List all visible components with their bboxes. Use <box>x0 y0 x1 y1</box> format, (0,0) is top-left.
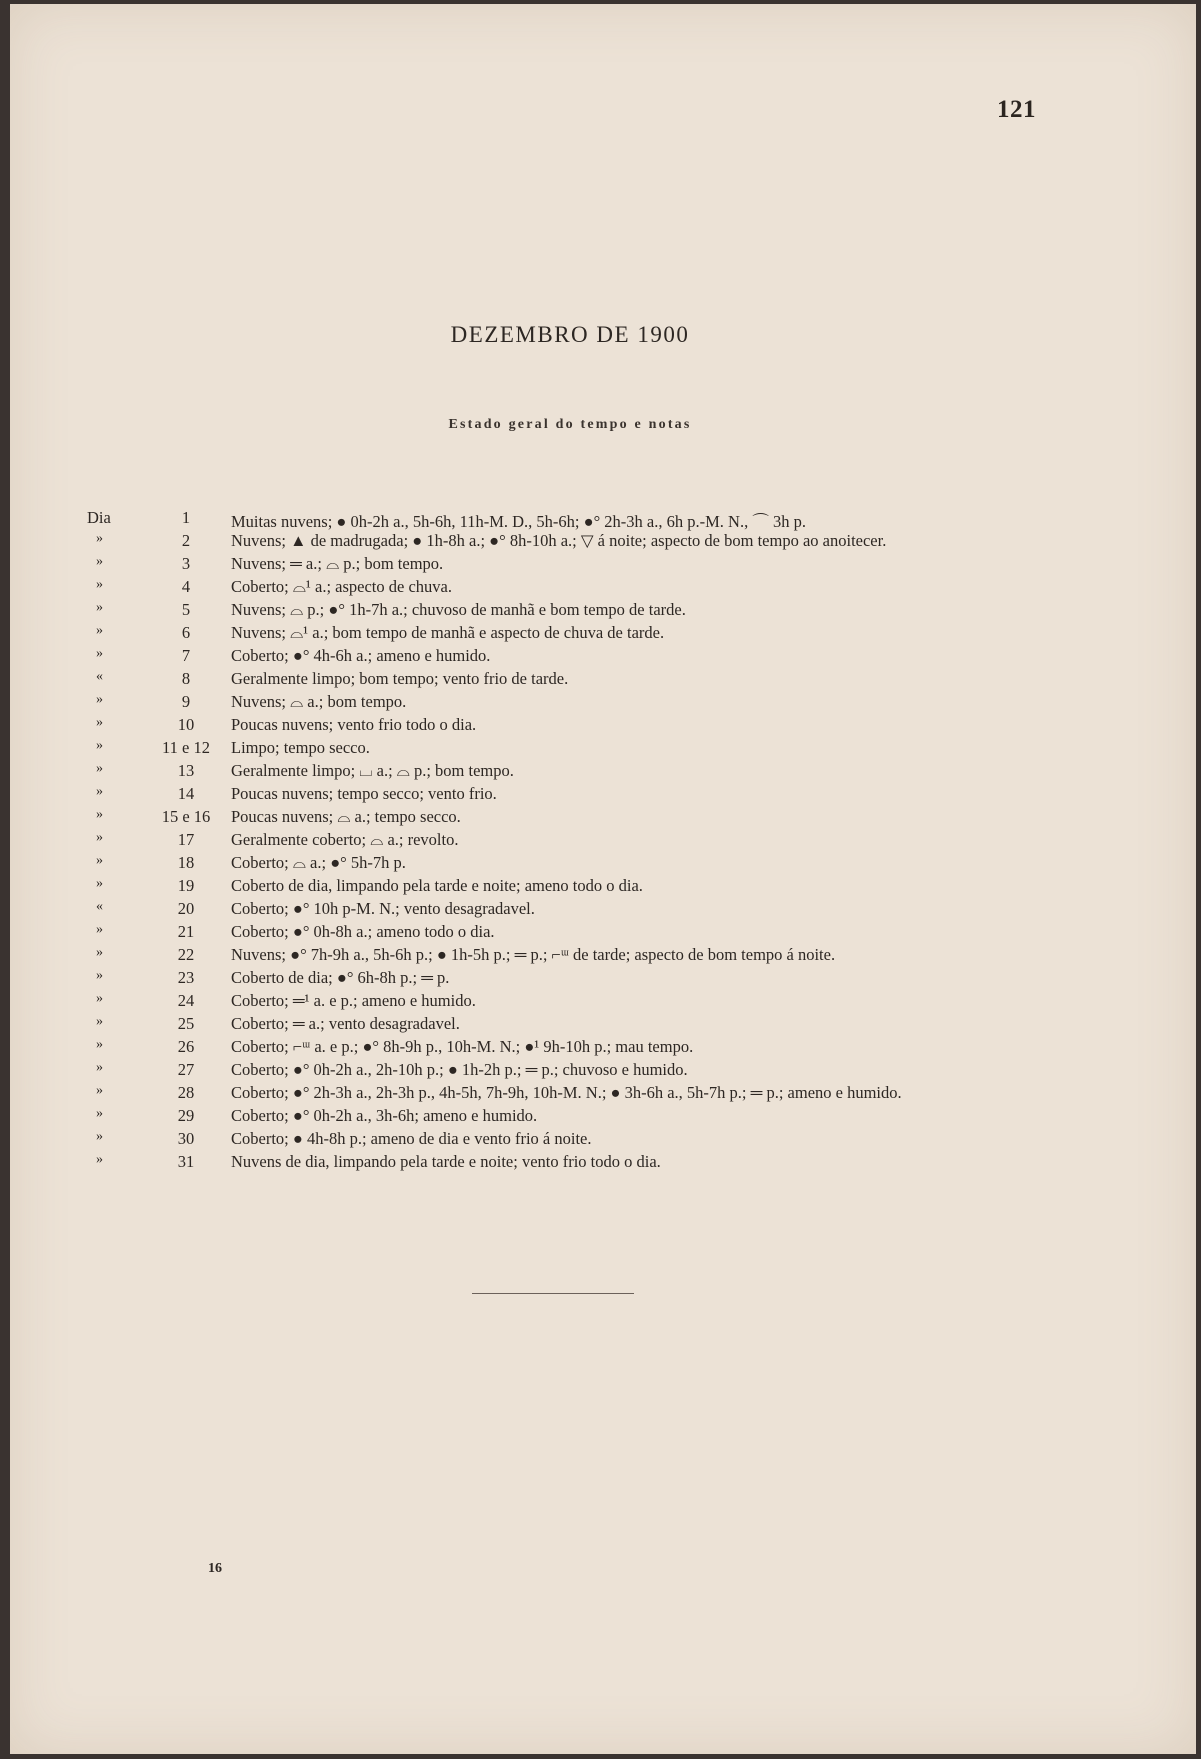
table-row <box>10 692 1196 715</box>
day-number: 22 <box>177 945 195 964</box>
day-number: 18 <box>177 853 195 872</box>
ditto-mark: » <box>96 1014 103 1029</box>
weather-note: Coberto de dia, limpando pela tarde e noite; ameno todo o dia. <box>231 876 643 895</box>
ditto-mark: » <box>96 1152 103 1167</box>
weather-note: Limpo; tempo secco. <box>231 738 370 757</box>
table-row <box>10 669 1196 692</box>
weather-note: Coberto; ●° 0h-2h a., 3h-6h; ameno e humido. <box>231 1106 538 1125</box>
day-number: 15 e 16 <box>161 807 211 826</box>
day-number: 14 <box>177 784 195 803</box>
weather-note: Nuvens; ●° 7h-9h a., 5h-6h p.; ● 1h-5h p.; ═ p.; ⌐ᵚ de tarde; aspecto de bom tempo á noite. <box>231 945 836 964</box>
weather-notes-table <box>10 508 1196 1175</box>
day-number: 9 <box>181 692 191 711</box>
ditto-mark: » <box>96 577 103 592</box>
page <box>10 4 1196 1754</box>
weather-note: Geralmente limpo; ⌴ a.; ⌓ p.; bom tempo. <box>231 761 514 780</box>
day-number: 3 <box>181 554 191 573</box>
table-row <box>10 646 1196 669</box>
ditto-mark: » <box>96 623 103 638</box>
day-number: 10 <box>177 715 195 734</box>
day-number: 5 <box>181 600 191 619</box>
day-number: 7 <box>181 646 191 665</box>
page-number: 121 <box>997 96 1036 123</box>
day-number: 1 <box>181 508 191 527</box>
weather-note: Poucas nuvens; vento frio todo o dia. <box>231 715 477 734</box>
ditto-mark: » <box>96 922 103 937</box>
day-number: 17 <box>177 830 195 849</box>
signature-number: 16 <box>208 1561 222 1576</box>
weather-note: Coberto; ●° 10h p-M. N.; vento desagradavel. <box>231 899 535 918</box>
day-number: 28 <box>177 1083 195 1102</box>
weather-note: Geralmente coberto; ⌓ a.; revolto. <box>231 830 459 849</box>
day-number: 6 <box>181 623 191 642</box>
day-number: 29 <box>177 1106 195 1125</box>
page-subtitle: Estado geral do tempo e notas <box>448 417 692 432</box>
day-number: 27 <box>177 1060 195 1079</box>
ditto-mark: » <box>96 853 103 868</box>
table-row <box>10 1037 1196 1060</box>
weather-note: Coberto; ●° 0h-2h a., 2h-10h p.; ● 1h-2h p.; ═ p.; chuvoso e humido. <box>231 1060 688 1079</box>
day-number: 13 <box>177 761 195 780</box>
table-row <box>10 830 1196 853</box>
ditto-mark: » <box>96 1037 103 1052</box>
table-row <box>10 1106 1196 1129</box>
day-number: 19 <box>177 876 195 895</box>
day-number: 26 <box>177 1037 195 1056</box>
ditto-mark: « <box>96 899 103 914</box>
ditto-mark: » <box>96 876 103 891</box>
weather-note: Coberto de dia; ●° 6h-8h p.; ═ p. <box>231 968 450 987</box>
weather-note: Nuvens de dia, limpando pela tarde e noite; vento frio todo o dia. <box>231 1152 661 1171</box>
ditto-mark: » <box>96 1129 103 1144</box>
day-number: 11 e 12 <box>162 738 210 757</box>
weather-note: Nuvens; ▲ de madrugada; ● 1h-8h a.; ●° 8h-10h a.; ▽ á noite; aspecto de bom tempo ao anoitecer. <box>231 531 887 550</box>
weather-note: Poucas nuvens; tempo secco; vento frio. <box>231 784 497 803</box>
ditto-mark: » <box>96 1060 103 1075</box>
day-number: 24 <box>177 991 195 1010</box>
day-number: 30 <box>177 1129 195 1148</box>
weather-note: Coberto; ●° 0h-8h a.; ameno todo o dia. <box>231 922 495 941</box>
ditto-mark: » <box>96 692 103 707</box>
table-row <box>10 715 1196 738</box>
table-row <box>10 761 1196 784</box>
ditto-mark: » <box>96 991 103 1006</box>
ditto-mark: » <box>96 784 103 799</box>
table-row <box>10 807 1196 830</box>
table-row <box>10 991 1196 1014</box>
weather-note: Coberto; ⌐ᵚ a. e p.; ●° 8h-9h p., 10h-M. N.; ●¹ 9h-10h p.; mau tempo. <box>231 1037 694 1056</box>
ditto-mark: » <box>96 738 103 753</box>
table-row <box>10 531 1196 554</box>
table-row <box>10 738 1196 761</box>
table-row <box>10 968 1196 991</box>
ditto-mark: » <box>96 807 103 822</box>
day-number: 20 <box>177 899 195 918</box>
ditto-mark: » <box>96 945 103 960</box>
ditto-mark: » <box>96 715 103 730</box>
ditto-mark: » <box>96 968 103 983</box>
table-row <box>10 1083 1196 1106</box>
ditto-mark: » <box>96 1106 103 1121</box>
ditto-mark: » <box>96 554 103 569</box>
table-row <box>10 600 1196 623</box>
table-row <box>10 876 1196 899</box>
table-row <box>10 554 1196 577</box>
weather-note: Coberto; ═ a.; vento desagradavel. <box>231 1014 460 1033</box>
ditto-mark: » <box>96 531 103 546</box>
day-number: 4 <box>181 577 191 596</box>
ditto-mark: « <box>96 669 103 684</box>
day-number: 31 <box>177 1152 195 1171</box>
ditto-mark: » <box>96 1083 103 1098</box>
table-row <box>10 1129 1196 1152</box>
table-row <box>10 508 1196 531</box>
table-row <box>10 623 1196 646</box>
weather-note: Muitas nuvens; ● 0h-2h a., 5h-6h, 11h-M. D., 5h-6h; ●° 2h-3h a., 6h p.-M. N., ⌒ 3h p. <box>231 512 806 531</box>
table-row <box>10 853 1196 876</box>
day-number: 23 <box>177 968 195 987</box>
day-number: 25 <box>177 1014 195 1033</box>
weather-note: Nuvens; ⌓¹ a.; bom tempo de manhã e aspecto de chuva de tarde. <box>231 623 665 642</box>
ditto-mark: » <box>96 646 103 661</box>
table-row <box>10 945 1196 968</box>
table-row <box>10 899 1196 922</box>
weather-note: Geralmente limpo; bom tempo; vento frio de tarde. <box>231 669 569 688</box>
weather-note: Nuvens; ⌓ p.; ●° 1h-7h a.; chuvoso de manhã e bom tempo de tarde. <box>231 600 686 619</box>
table-row <box>10 577 1196 600</box>
table-row <box>10 1014 1196 1037</box>
table-row <box>10 1152 1196 1175</box>
weather-note: Poucas nuvens; ⌓ a.; tempo secco. <box>231 807 461 826</box>
weather-note: Coberto; ●° 4h-6h a.; ameno e humido. <box>231 646 491 665</box>
table-row <box>10 1060 1196 1083</box>
dia-label: Dia <box>87 508 111 527</box>
weather-note: Coberto; ═¹ a. e p.; ameno e humido. <box>231 991 476 1010</box>
weather-note: Coberto; ●° 2h-3h a., 2h-3h p., 4h-5h, 7h-9h, 10h-M. N.; ● 3h-6h a., 5h-7h p.; ═ p.; ameno e humido. <box>231 1083 902 1102</box>
weather-note: Coberto; ⌓ a.; ●° 5h-7h p. <box>231 853 406 872</box>
weather-note: Coberto; ● 4h-8h p.; ameno de dia e vento frio á noite. <box>231 1129 592 1148</box>
table-row <box>10 922 1196 945</box>
day-number: 8 <box>181 669 191 688</box>
weather-note: Nuvens; ═ a.; ⌓ p.; bom tempo. <box>231 554 444 573</box>
table-row <box>10 784 1196 807</box>
divider-rule <box>472 1293 634 1294</box>
weather-note: Coberto; ⌓¹ a.; aspecto de chuva. <box>231 577 452 596</box>
day-number: 21 <box>177 922 195 941</box>
ditto-mark: » <box>96 761 103 776</box>
day-number: 2 <box>181 531 191 550</box>
ditto-mark: » <box>96 830 103 845</box>
page-title: DEZEMBRO DE 1900 <box>450 322 690 347</box>
weather-note: Nuvens; ⌓ a.; bom tempo. <box>231 692 407 711</box>
ditto-mark: » <box>96 600 103 615</box>
